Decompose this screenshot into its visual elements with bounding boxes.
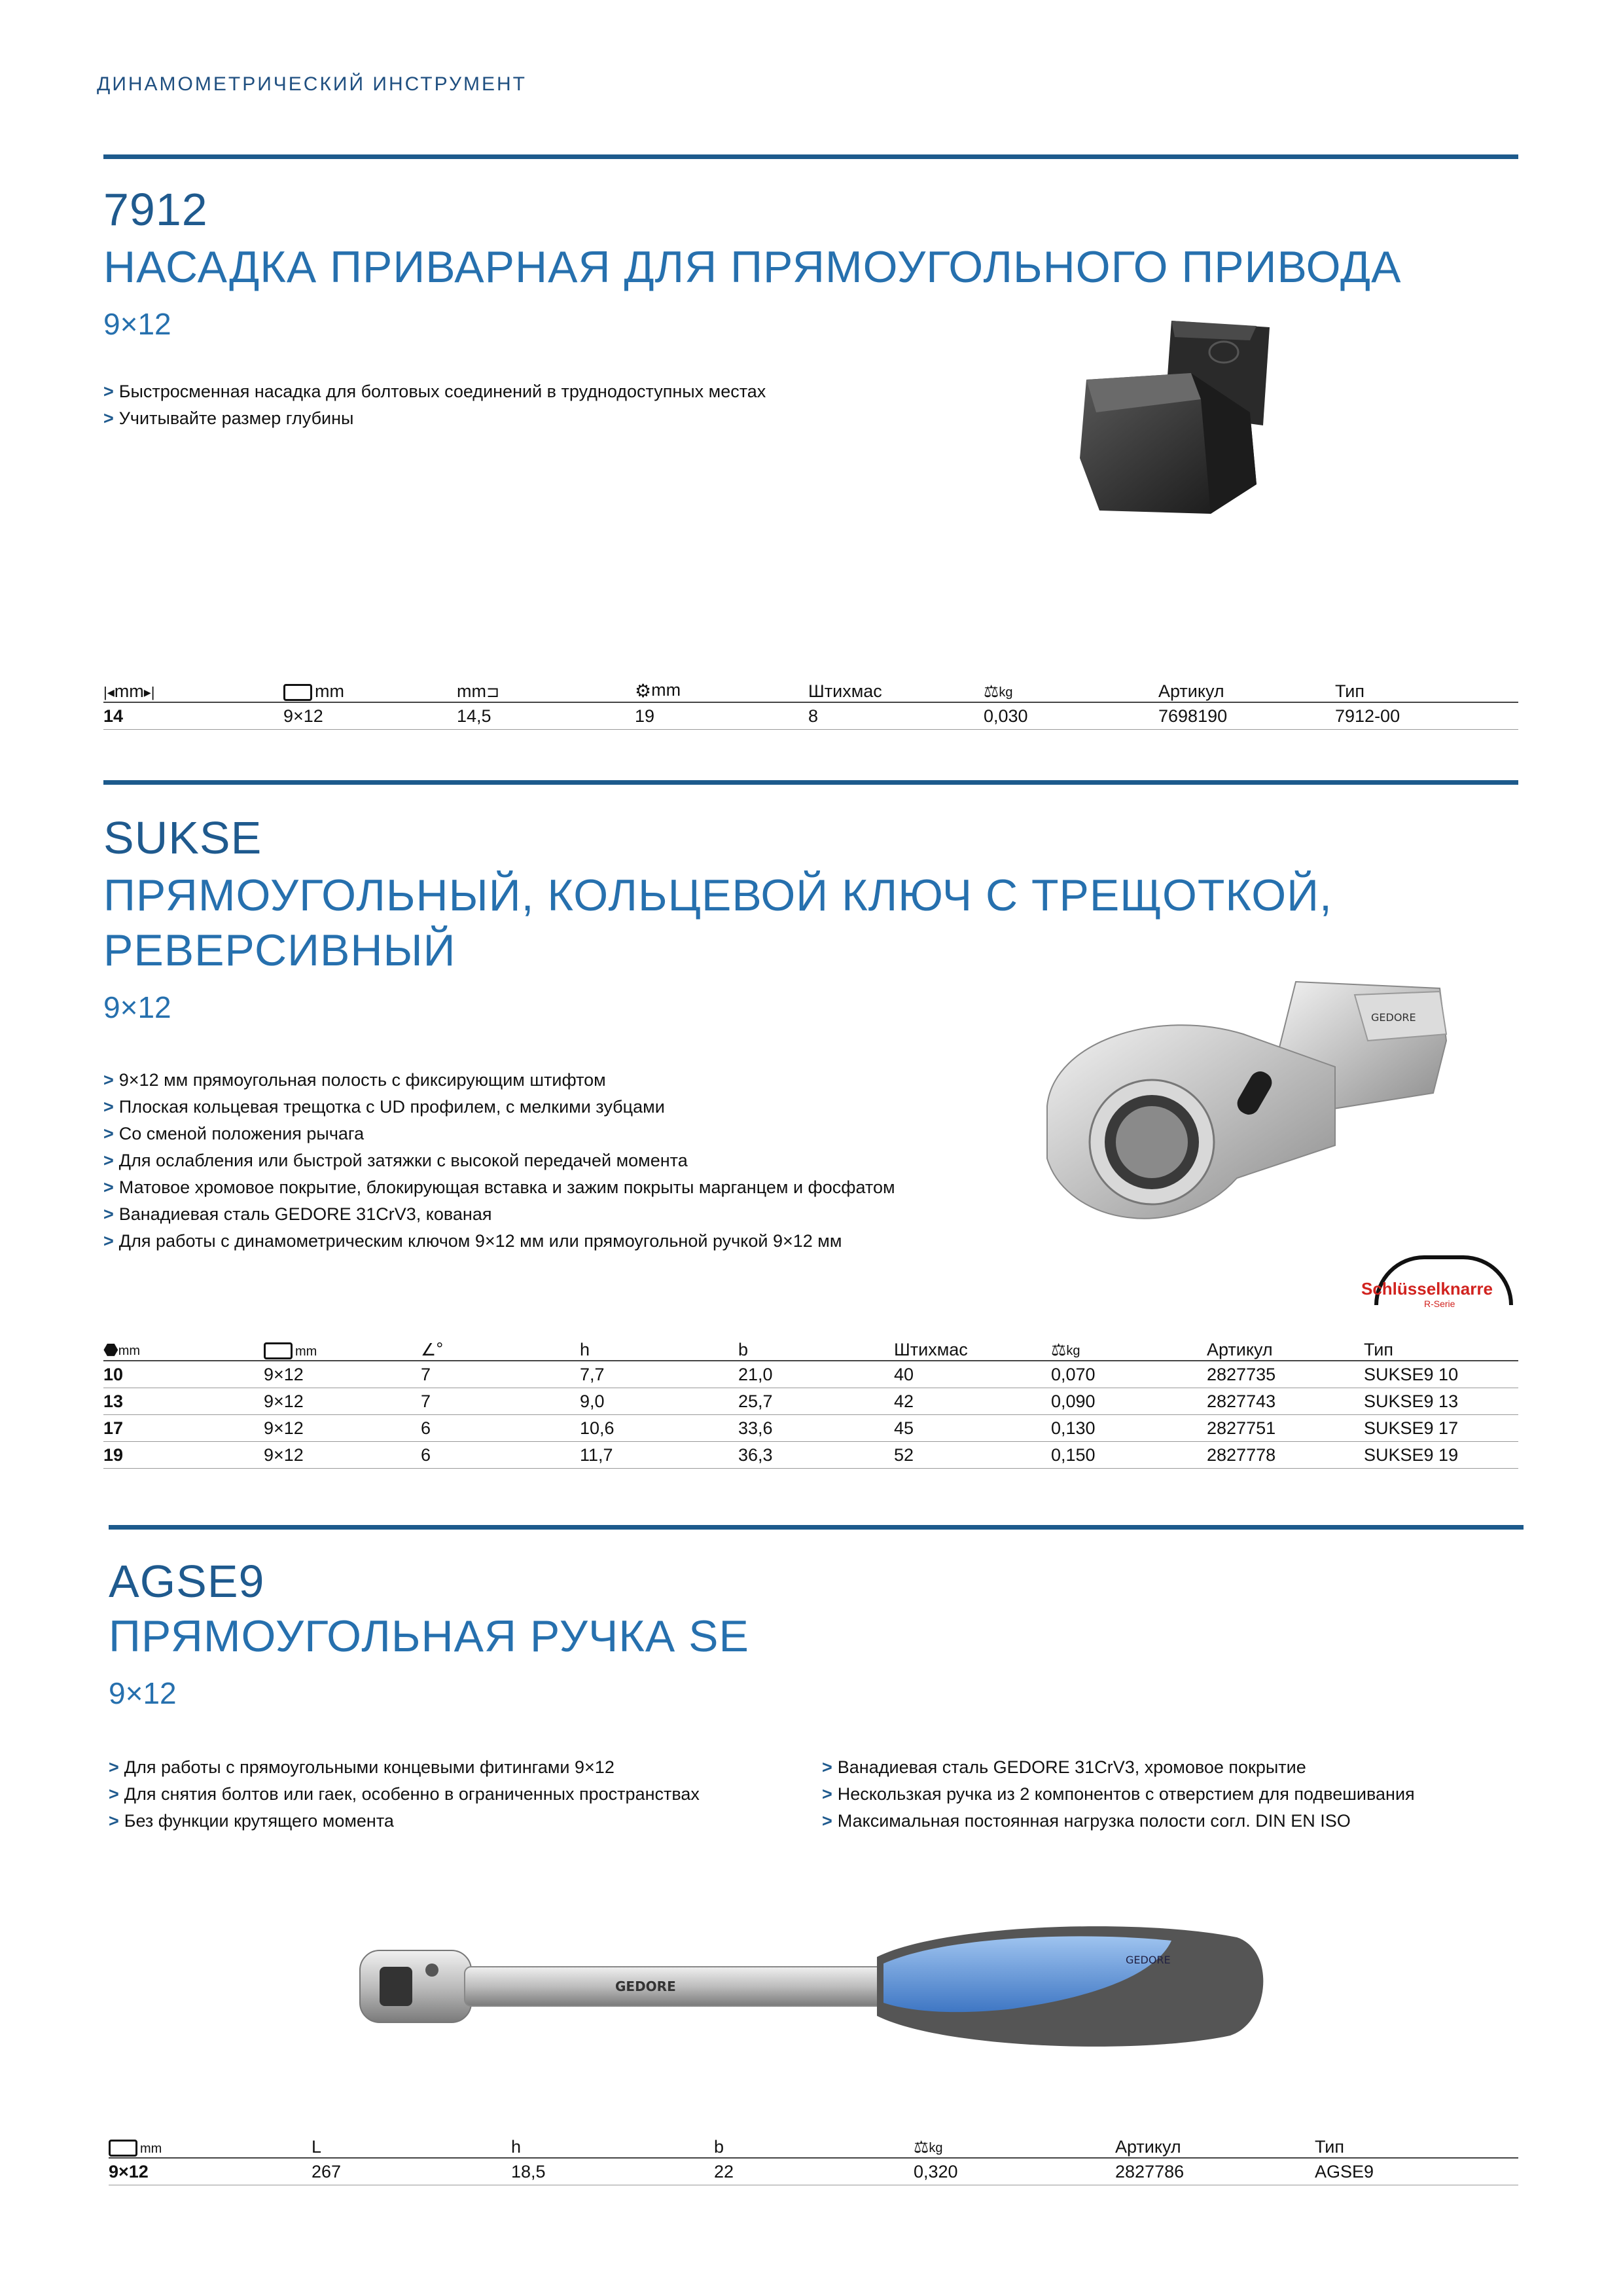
- table-cell: 14: [103, 702, 283, 730]
- ring-column-header: ⚙mm: [635, 677, 808, 702]
- table-cell: SUKSE9 10: [1364, 1361, 1518, 1388]
- feature-item: > Плоская кольцевая трещотка с UD профилем, с мелкими зубцами: [103, 1097, 665, 1117]
- b-column-header: b: [738, 1335, 894, 1361]
- table-cell: 10,6: [580, 1415, 738, 1442]
- ring-size-column-header: ⬣mm: [103, 1335, 264, 1361]
- table-cell: 0,070: [1051, 1361, 1207, 1388]
- product-code: 7912: [103, 184, 208, 235]
- table-row: [103, 702, 1518, 730]
- page-header: ДИНАМОМЕТРИЧЕСКИЙ ИНСТРУМЕНТ: [97, 73, 527, 95]
- table-cell: 9,0: [580, 1388, 738, 1415]
- feature-item: > Учитывайте размер глубины: [103, 408, 354, 428]
- length-icon: |◂: [103, 683, 115, 700]
- table-cell: 9×12: [264, 1361, 421, 1388]
- section-divider: [103, 780, 1518, 785]
- feature-item: > 9×12 мм прямоугольная полость с фиксирующим штифтом: [103, 1070, 606, 1090]
- table-cell: 18,5: [511, 2158, 714, 2185]
- product-size: 9×12: [103, 990, 171, 1024]
- svg-text:GEDORE: GEDORE: [1126, 1954, 1171, 1966]
- rect-drive-icon: [109, 2140, 137, 2157]
- length-column-header: |◂mm▸|: [103, 677, 283, 702]
- feature-item: > Ванадиевая сталь GEDORE 31CrV3, кованая: [103, 1204, 492, 1224]
- weight-column-header: ⚖kg: [914, 2132, 1115, 2158]
- weld-on-fitting-image: [1060, 314, 1276, 530]
- table-cell: 10: [103, 1361, 264, 1388]
- table-row: [103, 1415, 1518, 1442]
- weight-column-header: ⚖kg: [1051, 1335, 1207, 1361]
- h-column-header: h: [580, 1335, 738, 1361]
- table-cell: 0,090: [1051, 1388, 1207, 1415]
- table-cell: 2827786: [1115, 2158, 1315, 2185]
- table-cell: 9×12: [264, 1415, 421, 1442]
- table-cell: 2827751: [1207, 1415, 1364, 1442]
- type-column-header: Тип: [1315, 2132, 1518, 2158]
- table-cell: 9×12: [264, 1388, 421, 1415]
- table-cell: 45: [894, 1415, 1051, 1442]
- article-column-header: Артикул: [1115, 2132, 1315, 2158]
- table-cell: 22: [714, 2158, 914, 2185]
- table-cell: AGSE9: [1315, 2158, 1518, 2185]
- rect-drive-icon: [264, 1342, 293, 1359]
- table-cell: 9×12: [264, 1442, 421, 1469]
- article-column-header: Артикул: [1207, 1335, 1364, 1361]
- b-column-header: b: [714, 2132, 914, 2158]
- spec-table: [103, 1335, 1518, 1469]
- square-drive-column-header: mm: [109, 2132, 312, 2158]
- schluesselknarre-logo: Schlüsselknarre R-Serie: [1361, 1255, 1518, 1308]
- feature-item: > Нескользкая ручка из 2 компонентов с отверстием для подвешивания: [822, 1784, 1415, 1804]
- feature-item: > Ванадиевая сталь GEDORE 31CrV3, хромовое покрытие: [822, 1757, 1306, 1777]
- square-drive-column-header: mm: [264, 1335, 421, 1361]
- table-cell: 9×12: [283, 702, 457, 730]
- section-divider: [103, 154, 1518, 159]
- hex-ring-icon: ⬣: [103, 1340, 118, 1359]
- table-cell: 8: [808, 702, 984, 730]
- table-cell: 7,7: [580, 1361, 738, 1388]
- feature-item: > Со сменой положения рычага: [103, 1124, 365, 1143]
- table-cell: 7: [421, 1388, 580, 1415]
- table-cell: SUKSE9 19: [1364, 1442, 1518, 1469]
- product-size: 9×12: [103, 307, 171, 341]
- table-cell: 2827778: [1207, 1442, 1364, 1469]
- product-title-line2: РЕВЕРСИВНЫЙ: [103, 925, 456, 975]
- feature-list-left: [109, 1754, 700, 1835]
- type-column-header: Тип: [1335, 677, 1518, 702]
- table-cell: 7: [421, 1361, 580, 1388]
- table-header-row: [103, 677, 1518, 702]
- feature-item: > Максимальная постоянная нагрузка полости согл. DIN EN ISO: [822, 1811, 1351, 1831]
- ratchet-ring-wrench-image: [1027, 962, 1499, 1263]
- feature-item: > Для снятия болтов или гаек, особенно в ограниченных пространствах: [109, 1784, 700, 1804]
- scale-icon: ⚖: [984, 681, 999, 701]
- feature-item: > Для работы с прямоугольными концевыми фитингами 9×12: [109, 1757, 615, 1777]
- rect-drive-icon: [283, 684, 312, 701]
- table-cell: 17: [103, 1415, 264, 1442]
- table-row: [109, 2158, 1518, 2185]
- angle-icon: ∠: [421, 1340, 437, 1359]
- table-cell: 33,6: [738, 1415, 894, 1442]
- ring-icon: ⚙: [635, 681, 652, 701]
- table-cell: 21,0: [738, 1361, 894, 1388]
- h-column-header: h: [511, 2132, 714, 2158]
- scale-icon: ⚖: [914, 2137, 929, 2157]
- length-column-header: L: [312, 2132, 511, 2158]
- table-cell: SUKSE9 13: [1364, 1388, 1518, 1415]
- table-header-row: [109, 2132, 1518, 2158]
- gauge-column-header: Штихмас: [894, 1335, 1051, 1361]
- spec-table: [103, 677, 1518, 730]
- feature-item: > Матовое хромовое покрытие, блокирующая вставка и зажим покрыты марганцем и фосфатом: [103, 1177, 895, 1197]
- square-drive-column-header: mm: [283, 677, 457, 702]
- table-cell: 2827743: [1207, 1388, 1364, 1415]
- angle-column-header: ∠°: [421, 1335, 580, 1361]
- table-cell: SUKSE9 17: [1364, 1415, 1518, 1442]
- table-cell: 42: [894, 1388, 1051, 1415]
- table-cell: 14,5: [457, 702, 635, 730]
- table-row: [103, 1388, 1518, 1415]
- gauge-column-header: Штихмас: [808, 677, 984, 702]
- table-cell: 7698190: [1158, 702, 1335, 730]
- product-title: ПРЯМОУГОЛЬНАЯ РУЧКА SE: [109, 1611, 749, 1661]
- table-row: [103, 1442, 1518, 1469]
- table-cell: 0,320: [914, 2158, 1115, 2185]
- feature-list: [103, 378, 766, 432]
- product-code: SUKSE: [103, 812, 262, 863]
- table-cell: 0,130: [1051, 1415, 1207, 1442]
- table-cell: 13: [103, 1388, 264, 1415]
- table-header-row: [103, 1335, 1518, 1361]
- table-cell: 6: [421, 1442, 580, 1469]
- depth-column-header: mm⊐: [457, 677, 635, 702]
- table-cell: 52: [894, 1442, 1051, 1469]
- table-row: [103, 1361, 1518, 1388]
- table-cell: 19: [635, 702, 808, 730]
- table-cell: 11,7: [580, 1442, 738, 1469]
- square-drive-handle-image: [353, 1911, 1270, 2068]
- article-column-header: Артикул: [1158, 677, 1335, 702]
- section-divider: [109, 1525, 1524, 1530]
- table-cell: 2827735: [1207, 1361, 1364, 1388]
- table-cell: 6: [421, 1415, 580, 1442]
- table-cell: 25,7: [738, 1388, 894, 1415]
- feature-item: > Быстросменная насадка для болтовых соединений в труднодоступных местах: [103, 382, 766, 401]
- table-cell: 19: [103, 1442, 264, 1469]
- spec-table: [109, 2132, 1518, 2185]
- table-cell: 40: [894, 1361, 1051, 1388]
- product-size: 9×12: [109, 1676, 177, 1710]
- table-cell: 9×12: [109, 2158, 312, 2185]
- product-title: НАСАДКА ПРИВАРНАЯ ДЛЯ ПРЯМОУГОЛЬНОГО ПРИВОДА: [103, 242, 1402, 292]
- depth-icon: ⊐: [486, 683, 500, 701]
- svg-text:GEDORE: GEDORE: [1371, 1011, 1416, 1024]
- scale-icon: ⚖: [1051, 1340, 1067, 1359]
- table-cell: 267: [312, 2158, 511, 2185]
- feature-list: [103, 1067, 895, 1255]
- product-title-line1: ПРЯМОУГОЛЬНЫЙ, КОЛЬЦЕВОЙ КЛЮЧ С ТРЕЩОТКОЙ,: [103, 870, 1332, 920]
- table-cell: 7912-00: [1335, 702, 1518, 730]
- feature-list-right: [822, 1754, 1415, 1835]
- svg-text:GEDORE: GEDORE: [615, 1979, 676, 1994]
- type-column-header: Тип: [1364, 1335, 1518, 1361]
- table-cell: 0,030: [984, 702, 1158, 730]
- feature-item: > Для ослабления или быстрой затяжки с высокой передачей момента: [103, 1151, 688, 1170]
- weight-column-header: ⚖kg: [984, 677, 1158, 702]
- feature-item: > Для работы с динамометрическим ключом 9×12 мм или прямоугольной ручкой 9×12 мм: [103, 1231, 842, 1251]
- feature-item: > Без функции крутящего момента: [109, 1811, 394, 1831]
- product-code: AGSE9: [109, 1556, 265, 1607]
- table-cell: 36,3: [738, 1442, 894, 1469]
- table-cell: 0,150: [1051, 1442, 1207, 1469]
